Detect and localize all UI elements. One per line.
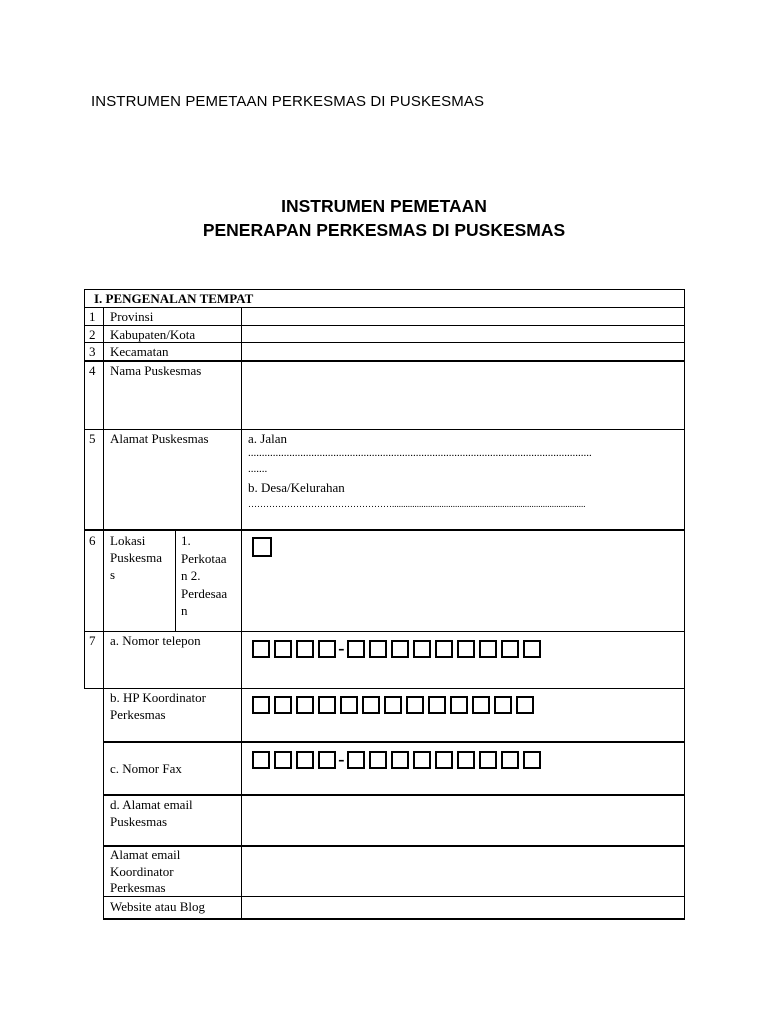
email-koord-label-part: Koordinator: [110, 863, 174, 879]
digit-box[interactable]: [347, 640, 365, 658]
provinsi-field[interactable]: [242, 308, 684, 325]
lokasi-label-part: Puskesma: [110, 550, 162, 565]
desa-kelurahan-dots[interactable]: …………………………………………......................................................................................: [248, 499, 586, 509]
row-number: 4: [89, 363, 96, 378]
digit-box[interactable]: [391, 640, 409, 658]
digit-box[interactable]: [523, 640, 541, 658]
digit-box[interactable]: [479, 640, 497, 658]
lokasi-option-text: 1.: [181, 533, 191, 548]
running-header: INSTRUMEN PEMETAAN PERKESMAS DI PUSKESMAS: [91, 93, 485, 110]
digit-box[interactable]: [384, 696, 402, 714]
kecamatan-field[interactable]: [242, 343, 684, 360]
digit-box[interactable]: [516, 696, 534, 714]
digit-box[interactable]: [252, 640, 270, 658]
digit-box[interactable]: [494, 696, 512, 714]
row-label-provinsi: Provinsi: [110, 309, 154, 324]
digit-box[interactable]: [406, 696, 424, 714]
email-koord-label-part: Alamat email: [110, 847, 181, 862]
table-col-divider: [175, 530, 176, 631]
digit-box[interactable]: [479, 751, 497, 769]
digit-box[interactable]: [347, 751, 365, 769]
digit-box[interactable]: [318, 640, 336, 658]
digit-box[interactable]: [252, 696, 270, 714]
digit-box[interactable]: [340, 696, 358, 714]
row-number: 6: [89, 533, 96, 548]
digit-box[interactable]: [413, 640, 431, 658]
digit-box[interactable]: [523, 751, 541, 769]
row-number: 1: [89, 309, 96, 324]
lokasi-option-text: Perdesaa: [181, 585, 228, 601]
lokasi-option-text: n 2.: [181, 568, 201, 583]
fax-digit-boxes: [252, 751, 545, 769]
digit-box[interactable]: [274, 751, 292, 769]
table-col-divider: [103, 307, 104, 920]
row-number: 7: [89, 633, 96, 648]
email-puskesmas-field[interactable]: [242, 796, 684, 845]
row-label-lokasi: [110, 532, 162, 583]
document-title-line-2: PENERAPAN PERKESMAS DI PUSKESMAS: [202, 220, 566, 240]
hp-label-part: b. HP Koordinator: [110, 690, 206, 705]
row-number: 3: [89, 344, 96, 359]
row-label-telepon: a. Nomor telepon: [110, 633, 201, 648]
website-field[interactable]: [242, 897, 684, 918]
section-heading: I. PENGENALAN TEMPAT: [94, 291, 254, 306]
digit-box[interactable]: [369, 640, 387, 658]
area-code-separator: -: [338, 638, 345, 660]
digit-box[interactable]: [296, 696, 314, 714]
digit-box[interactable]: [457, 640, 475, 658]
digit-box[interactable]: [472, 696, 490, 714]
digit-box[interactable]: [435, 751, 453, 769]
table-rule: [104, 741, 685, 743]
table-border-left: [84, 289, 85, 689]
digit-box[interactable]: [318, 696, 336, 714]
digit-box[interactable]: [274, 640, 292, 658]
digit-box[interactable]: [296, 751, 314, 769]
email-label-part: d. Alamat email: [110, 797, 193, 812]
telepon-digit-boxes: [252, 640, 545, 658]
digit-box[interactable]: [428, 696, 446, 714]
hp-digit-boxes: [252, 696, 538, 714]
digit-box[interactable]: [296, 640, 314, 658]
digit-box[interactable]: [252, 751, 270, 769]
table-border-bottom: [104, 918, 685, 920]
lokasi-label-part: s: [110, 567, 116, 582]
row-label-kabupaten: Kabupaten/Kota: [110, 327, 196, 342]
area-code-separator: -: [338, 749, 345, 771]
row-number: 5: [89, 431, 96, 446]
document-title-line-1: INSTRUMEN PEMETAAN: [281, 196, 487, 216]
lokasi-option-text: Perkotaa: [181, 550, 227, 566]
lokasi-label-part: Lokasi: [110, 533, 146, 548]
row-label-fax: c. Nomor Fax: [110, 761, 182, 776]
email-label-part: Puskesmas: [110, 814, 168, 829]
row-label-hp-koordinator: [110, 689, 206, 723]
row-label-email-puskesmas: [110, 796, 193, 830]
alamat-jalan-label: a. Jalan: [248, 431, 287, 446]
hp-label-part: Perkesmas: [110, 707, 166, 722]
row-number: 2: [89, 327, 96, 342]
digit-box[interactable]: [274, 696, 292, 714]
kabupaten-field[interactable]: [242, 326, 684, 342]
digit-box[interactable]: [457, 751, 475, 769]
lokasi-checkbox-group: [252, 537, 276, 557]
email-koordinator-field[interactable]: [242, 847, 684, 896]
table-rule: [84, 688, 104, 689]
table-border-right: [684, 289, 685, 920]
digit-box[interactable]: [450, 696, 468, 714]
digit-box[interactable]: [413, 751, 431, 769]
row-label-nama-puskesmas: Nama Puskesmas: [110, 363, 202, 378]
desa-kelurahan-label: b. Desa/Kelurahan: [248, 480, 345, 495]
digit-box[interactable]: [318, 751, 336, 769]
lokasi-option-text: n: [181, 603, 188, 618]
digit-box[interactable]: [362, 696, 380, 714]
row-label-email-koordinator: [110, 847, 180, 897]
lokasi-checkbox[interactable]: [252, 537, 272, 557]
digit-box[interactable]: [391, 751, 409, 769]
lokasi-options: [181, 532, 227, 620]
alamat-jalan-dots-cont: .......: [248, 463, 268, 475]
row-label-alamat: Alamat Puskesmas: [110, 431, 209, 446]
nama-puskesmas-field[interactable]: [242, 362, 684, 429]
digit-box[interactable]: [501, 640, 519, 658]
digit-box[interactable]: [435, 640, 453, 658]
row-label-kecamatan: Kecamatan: [110, 344, 169, 359]
alamat-jalan-dots[interactable]: .............................................................................................................................: [248, 447, 592, 459]
digit-box[interactable]: [501, 751, 519, 769]
row-label-website: Website atau Blog: [110, 899, 205, 914]
email-koord-label-part: Perkesmas: [110, 880, 166, 895]
digit-box[interactable]: [369, 751, 387, 769]
